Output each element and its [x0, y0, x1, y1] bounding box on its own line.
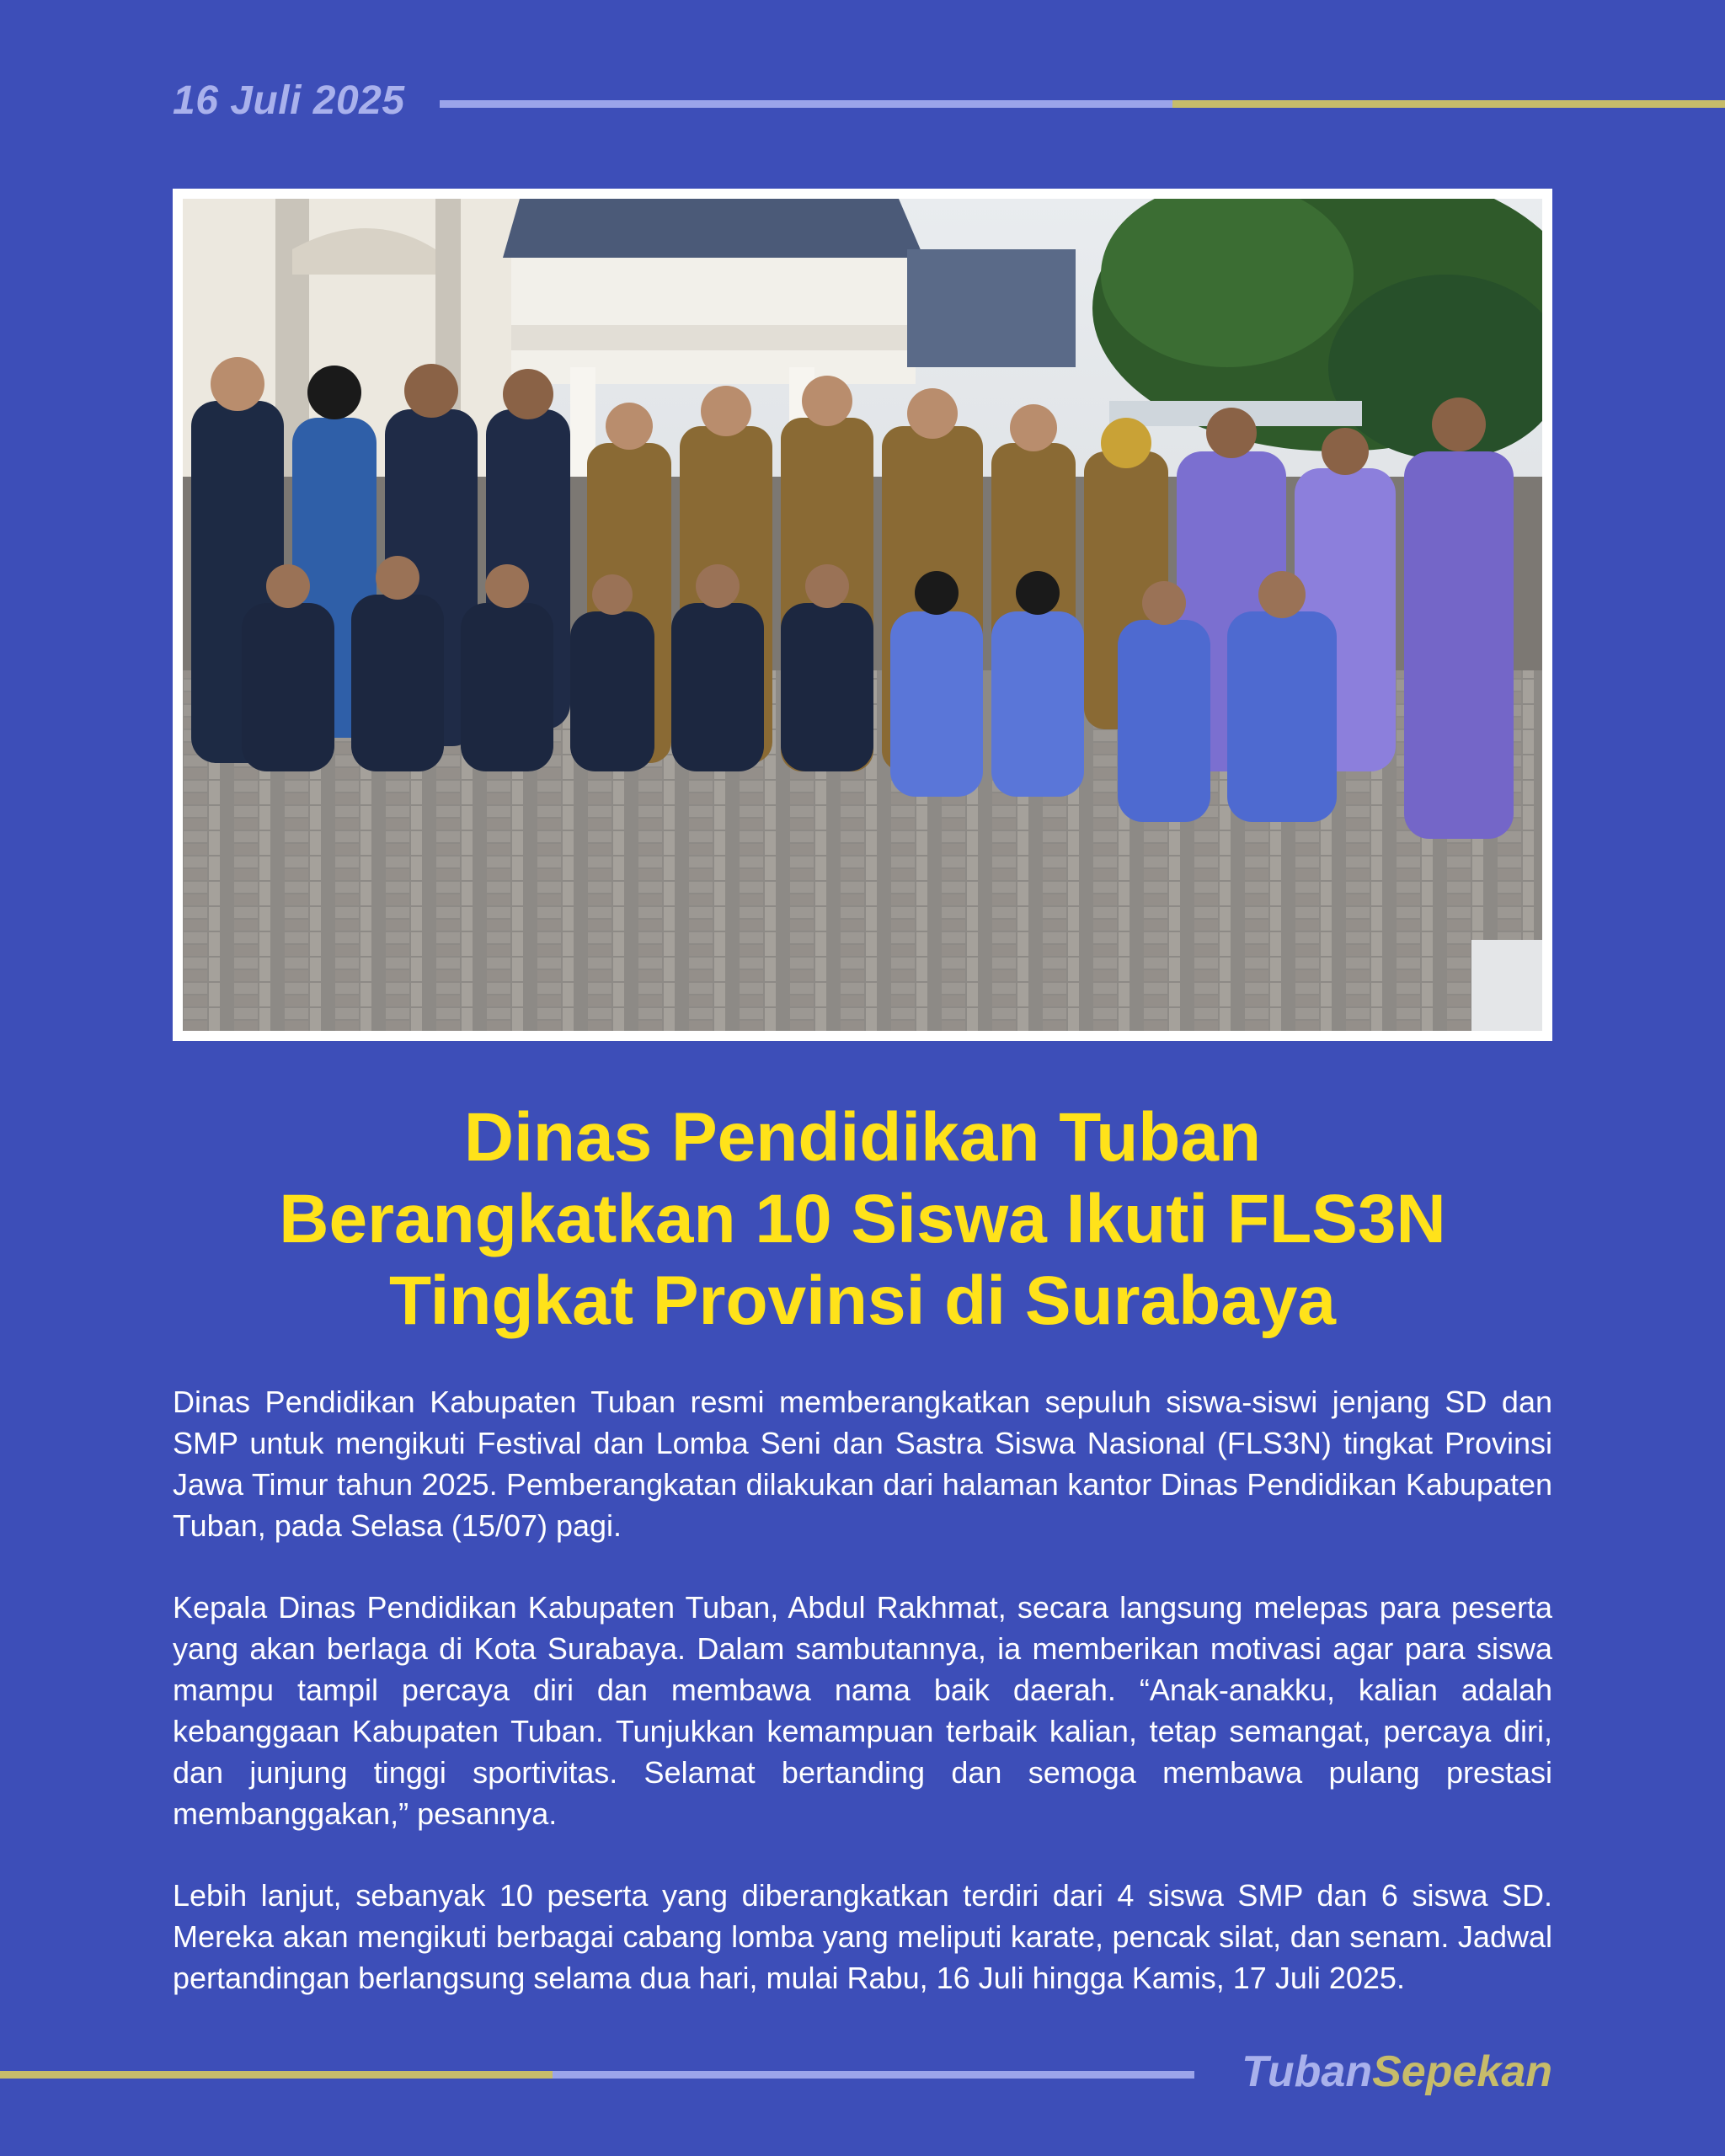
footer-divider-gold: [0, 2071, 553, 2079]
article-paragraph: Lebih lanjut, sebanyak 10 peserta yang diberangkatkan terdiri dari 4 siswa SMP dan 6 siswa SD. Mereka akan mengikuti berbagai cabang lomba yang meliputi karate, pencak silat, dan senam. Jadwal pertandingan berlangsung selama dua hari, mulai Rabu, 16 Juli hingga Kamis, 17 Juli 2025.: [173, 1878, 1552, 1995]
article-title: [173, 1097, 1552, 1342]
title-line: Berangkatkan 10 Siswa Ikuti FLS3N: [279, 1181, 1446, 1257]
header-divider-blue: [440, 100, 1172, 108]
title-line: Tingkat Provinsi di Surabaya: [388, 1262, 1337, 1339]
brand-name-part1: Tuban: [1242, 2047, 1373, 2096]
header-divider-gold: [1172, 100, 1725, 108]
article-photo-frame: [173, 189, 1552, 1041]
article-body: [173, 1381, 1552, 1999]
article-paragraph: Dinas Pendidikan Kabupaten Tuban resmi memberangkatkan sepuluh siswa-siswi jenjang SD dan SMP untuk mengikuti Festival dan Lomba Seni dan Sastra Siswa Nasional (FLS3N) tingkat Provinsi Jawa Timur tahun 2025. Pemberangkatan dilakukan dari halaman kantor Dinas Pendidikan Kabupaten Tuban, pada Selasa (15/07) pagi.: [173, 1385, 1552, 1543]
footer-divider-blue: [553, 2071, 1194, 2079]
title-line: Dinas Pendidikan Tuban: [463, 1099, 1262, 1176]
publish-date: 16 Juli 2025: [173, 78, 405, 123]
brand-logo: [1242, 2047, 1552, 2097]
article-photo: [183, 199, 1542, 1031]
brand-name-part2: Sepekan: [1372, 2047, 1552, 2096]
article-paragraph: Kepala Dinas Pendidikan Kabupaten Tuban, Abdul Rakhmat, secara langsung melepas para peserta yang akan berlaga di Kota Surabaya. Dalam sambutannya, ia memberikan motivasi agar para siswa mampu tampil percaya diri dan membawa nama baik daerah. “Anak-anakku, kalian adalah kebanggaan Kabupaten Tuban. Tunjukkan kemampuan terbaik kalian, tetap semangat, percaya diri, dan junjung tinggi sportivitas. Selamat bertanding dan semoga membawa pulang prestasi membanggakan,” pesannya.: [173, 1590, 1552, 1831]
